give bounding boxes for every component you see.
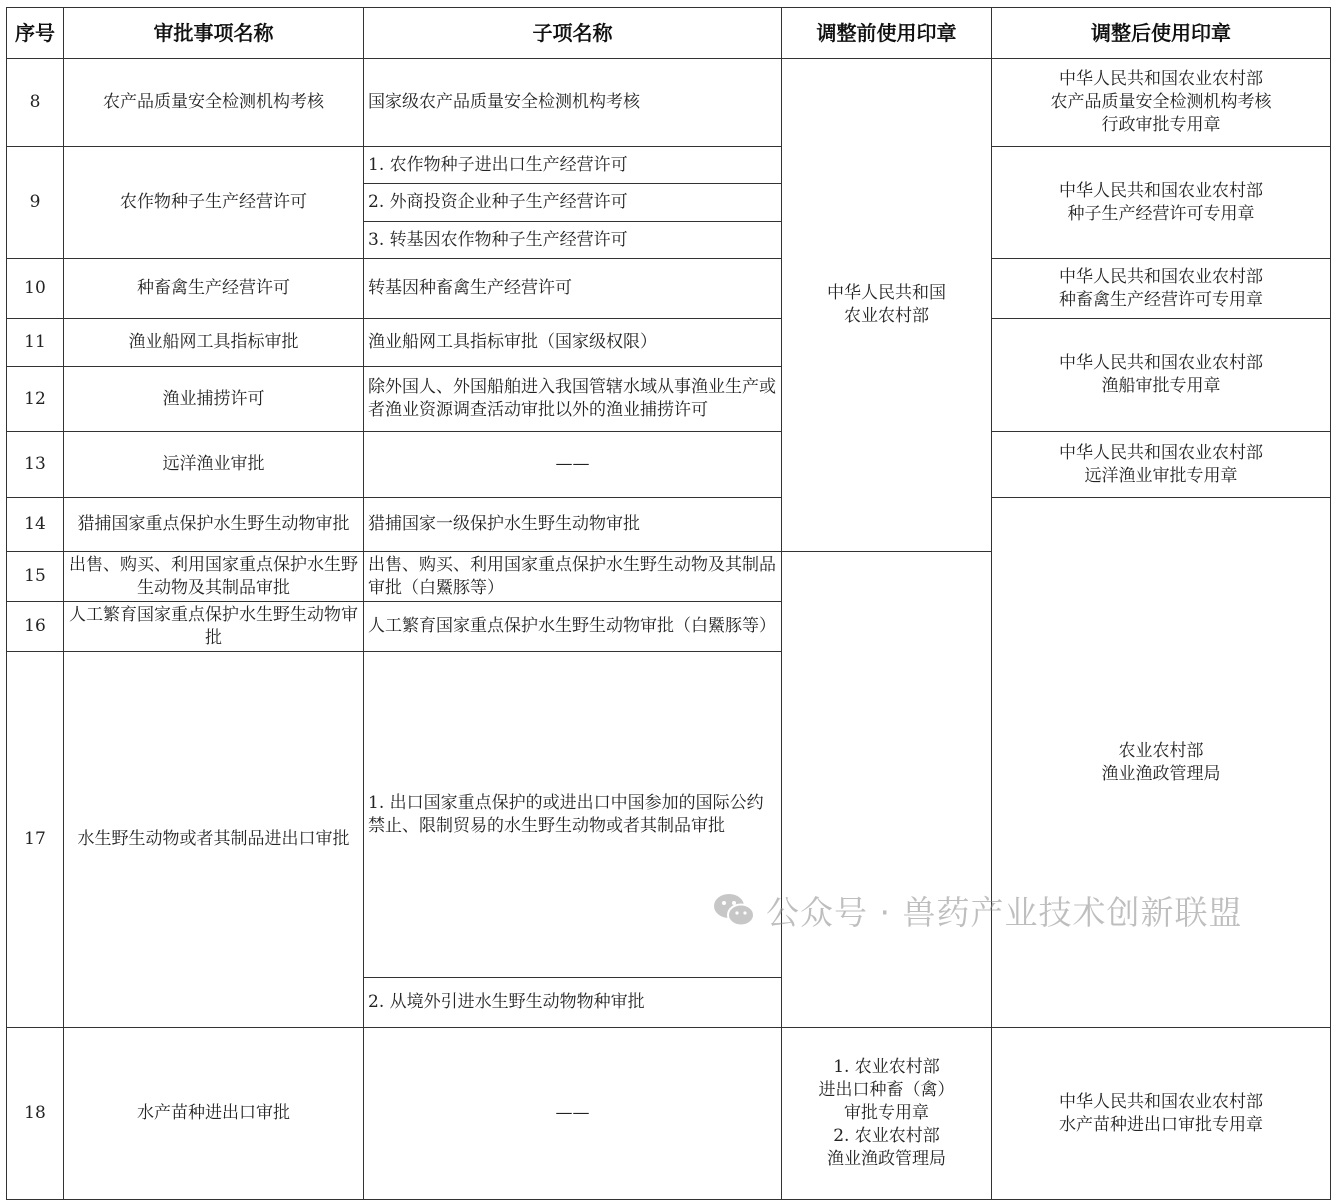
sub-name: 出售、购买、利用国家重点保护水生野生动物及其制品审批（白鱀豚等） <box>364 552 782 602</box>
item-name: 远洋渔业审批 <box>64 432 364 498</box>
sub-name: 转基因种畜禽生产经营许可 <box>364 259 782 319</box>
seal-after: 中华人民共和国农业农村部 远洋渔业审批专用章 <box>992 432 1331 498</box>
item-name: 水生野生动物或者其制品进出口审批 <box>64 652 364 1028</box>
sub-name: 国家级农产品质量安全检测机构考核 <box>364 59 782 147</box>
sub-name: 渔业船网工具指标审批（国家级权限） <box>364 319 782 367</box>
item-name: 水产苗种进出口审批 <box>64 1028 364 1200</box>
watermark-text: 公众号 · 兽药产业技术创新联盟 <box>766 892 1243 932</box>
sub-name: 2. 外商投资企业种子生产经营许可 <box>364 184 782 222</box>
table-row <box>7 498 1331 552</box>
table-row <box>7 59 1331 147</box>
item-name: 猎捕国家重点保护水生野生动物审批 <box>64 498 364 552</box>
header-sub: 子项名称 <box>364 8 782 59</box>
row-num: 17 <box>7 652 64 1028</box>
header-before: 调整前使用印章 <box>782 8 992 59</box>
sub-name: 除外国人、外国船舶进入我国管辖水域从事渔业生产或者渔业资源调查活动审批以外的渔业捕捞许可 <box>364 367 782 432</box>
sub-name: 人工繁育国家重点保护水生野生动物审批（白鱀豚等） <box>364 602 782 652</box>
table-row <box>7 147 1331 184</box>
item-name: 出售、购买、利用国家重点保护水生野生动物及其制品审批 <box>64 552 364 602</box>
row-num: 14 <box>7 498 64 552</box>
seal-after: 中华人民共和国农业农村部 种子生产经营许可专用章 <box>992 147 1331 259</box>
table-row <box>7 259 1331 319</box>
table-row <box>7 1028 1331 1200</box>
row-num: 11 <box>7 319 64 367</box>
item-name: 农作物种子生产经营许可 <box>64 147 364 259</box>
approval-table <box>6 7 1331 1200</box>
sub-name: 3. 转基因农作物种子生产经营许可 <box>364 222 782 259</box>
row-num: 15 <box>7 552 64 602</box>
seal-after: 中华人民共和国农业农村部 种畜禽生产经营许可专用章 <box>992 259 1331 319</box>
item-name: 农产品质量安全检测机构考核 <box>64 59 364 147</box>
item-name: 渔业捕捞许可 <box>64 367 364 432</box>
row-num: 18 <box>7 1028 64 1200</box>
table-row <box>7 319 1331 367</box>
header-row <box>7 8 1331 59</box>
table-row <box>7 432 1331 498</box>
header-item: 审批事项名称 <box>64 8 364 59</box>
item-name: 人工繁育国家重点保护水生野生动物审批 <box>64 602 364 652</box>
header-num: 序号 <box>7 8 64 59</box>
row-num: 16 <box>7 602 64 652</box>
wechat-icon <box>712 890 756 930</box>
seal-after: 中华人民共和国农业农村部 水产苗种进出口审批专用章 <box>992 1028 1331 1200</box>
row-num: 10 <box>7 259 64 319</box>
seal-after: 中华人民共和国农业农村部 农产品质量安全检测机构考核 行政审批专用章 <box>992 59 1331 147</box>
seal-before: 1. 农业农村部 进出口种畜（禽） 审批专用章 2. 农业农村部 渔业渔政管理局 <box>782 1028 992 1200</box>
row-num: 8 <box>7 59 64 147</box>
row-num: 9 <box>7 147 64 259</box>
seal-after: 中华人民共和国农业农村部 渔船审批专用章 <box>992 319 1331 432</box>
sub-name: 2. 从境外引进水生野生动物物种审批 <box>364 978 782 1028</box>
seal-before: 农业农村部 渔业渔政管理局 <box>992 498 1331 1028</box>
row-num: 13 <box>7 432 64 498</box>
sub-name: —— <box>364 432 782 498</box>
sub-name: 1. 农作物种子进出口生产经营许可 <box>364 147 782 184</box>
sub-name: 猎捕国家一级保护水生野生动物审批 <box>364 498 782 552</box>
seal-before: 中华人民共和国 农业农村部 <box>782 59 992 552</box>
sub-name: 1. 出口国家重点保护的或进出口中国参加的国际公约禁止、限制贸易的水生野生动物或者其制品审批 <box>364 652 782 978</box>
item-name: 种畜禽生产经营许可 <box>64 259 364 319</box>
header-after: 调整后使用印章 <box>992 8 1331 59</box>
sub-name: —— <box>364 1028 782 1200</box>
watermark <box>712 886 1242 934</box>
item-name: 渔业船网工具指标审批 <box>64 319 364 367</box>
row-num: 12 <box>7 367 64 432</box>
